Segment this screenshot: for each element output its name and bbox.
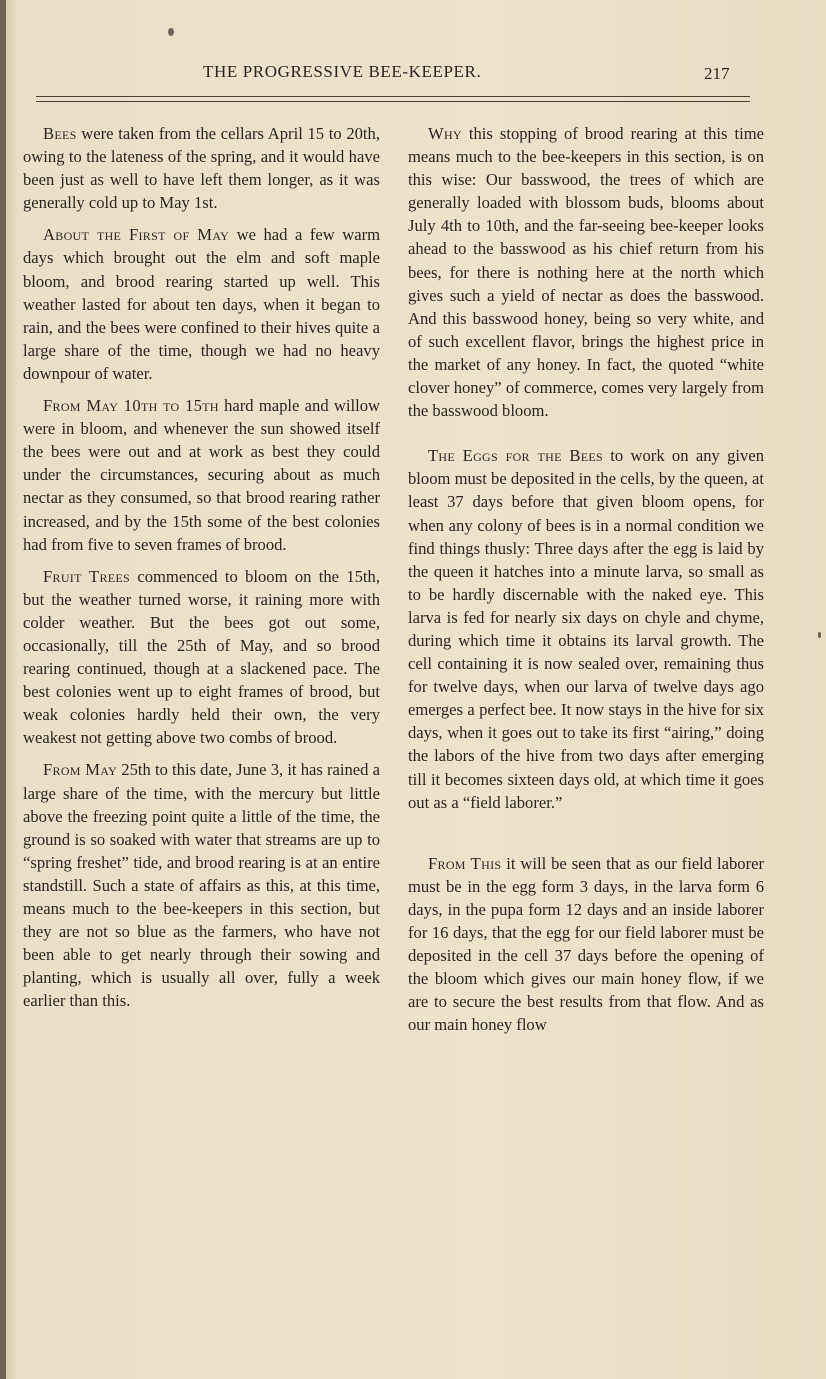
left-column (23, 122, 380, 1012)
paragraph (23, 758, 380, 1012)
running-title: THE PROGRESSIVE BEE-KEEPER. (203, 62, 482, 81)
paragraph-lead: Fruit Trees (43, 566, 131, 586)
page-header (0, 62, 826, 90)
paragraph-text: to work on any given bloom must be deposited in the cells, by the queen, at least 37 days before that given bloom opens, for when any colony of bees is in a normal condition we find things thusly: Three days after the egg is laid by the queen it hatches into a minute larva, so small as to be hardly discernable with the naked eye. This larva is fed for nearly six days on chyle and chyme, during which time it obtains its larval growth. The cell containing it is now sealed over, remaining thus for twelve days, when our larva of twelve days ago emerges a perfect bee. It now stays in the hive for six days, when it goes out to take its first “airing,” doing the labors of the hive from two days after emerging till it becomes sixteen days old, at which time it goes out as a “field laborer.” (408, 446, 765, 812)
paragraph-text: hard maple and willow were in bloom, and whenever the sun showed itself the bees were out and at work as best they could under the circumstances, securing about as much nectar as they consumed, so that brood rearing rather increased, and by the 15th some of the best colonies had from five to seven frames of brood. (23, 396, 380, 554)
paragraph-text: it will be seen that as our field laborer must be in the egg form 3 days, in the larva form 6 days, in the pupa form 12 days and an inside laborer for 16 days, that the egg for our field laborer must be deposited in the cell 37 days before the opening of the bloom which gives our main honey flow, if we are to secure the best results from that flow. And as our main honey flow (408, 853, 764, 1035)
ink-speck (818, 632, 821, 638)
paragraph-text: commenced to bloom on the 15th, but the weather turned worse, it raining more with colder weather. But the bees got out some, occasionally, till the 25th of May, and so brood rearing continued, though at a slackened pace. The best colonies went up to eight frames of brood, but weak colonies hardly held their own, the very weakest not getting above two combs of brood. (23, 566, 380, 748)
page-number: 217 (704, 64, 730, 83)
header-rule (36, 101, 750, 102)
paragraph-lead: From This (428, 853, 502, 873)
paragraph (408, 444, 764, 814)
paragraph (408, 122, 764, 422)
paragraph-lead: From May (43, 760, 118, 780)
paragraph-lead: About the First of May (43, 225, 230, 245)
right-column (408, 122, 764, 1036)
paragraph (23, 223, 380, 385)
header-rule (36, 96, 750, 97)
paragraph-text: 25th to this date, June 3, it has rained a large share of the time, with the mercury but little above the freezing point quite a little of the time, the ground is so soaked with water that streams are up to “spring freshet” tide, and brood rearing is at an entire standstill. Such a state of affairs as this, at this time, means much to the bee-keepers in this section, but they are not so blue as the farmers, who have not been able to get nearly through their sowing and planting, which is usually all over, fully a week earlier than this. (23, 760, 380, 1011)
paragraph (23, 122, 380, 214)
paragraph-text: this stopping of brood rearing at this time means much to the bee-keepers in this section, is on this wise: Our basswood, the trees of which are generally loaded with blossom buds, blooms about July 4th to 10th, and the far-seeing bee-keeper looks ahead to the basswood as his chief return from his bees, for there is nothing here at the north which gives such a yield of nectar as does the basswood. And this basswood honey, being so very white, and of such excellent flavor, brings the highest price in the market of any honey. In fact, the quoted “white clover honey” of commerce, comes very largely from the basswood bloom. (408, 124, 764, 421)
paragraph (23, 394, 380, 556)
paragraph-lead: Bees (43, 124, 77, 143)
paragraph-lead: The Eggs for the Bees (428, 446, 603, 466)
paragraph-text: we had a few warm days which brought out the elm and soft maple bloom, and brood rearing started up well. This weather lasted for about ten days, when it began to rain, and the bees were confined to their hives quite a large share of the time, though we had no heavy downpour of water. (23, 225, 380, 383)
paragraph-lead: Why (428, 124, 462, 143)
paragraph-text: were taken from the cellars April 15 to 20th, owing to the lateness of the spring, and it would have been just as well to have left them longer, as it was generally cold up to May 1st. (23, 124, 380, 213)
paragraph (23, 565, 380, 750)
paragraph (408, 852, 764, 1037)
paragraph-lead: From May 10th to 15th (43, 396, 219, 416)
book-spine-edge (0, 0, 6, 1379)
ink-speck (168, 28, 174, 36)
